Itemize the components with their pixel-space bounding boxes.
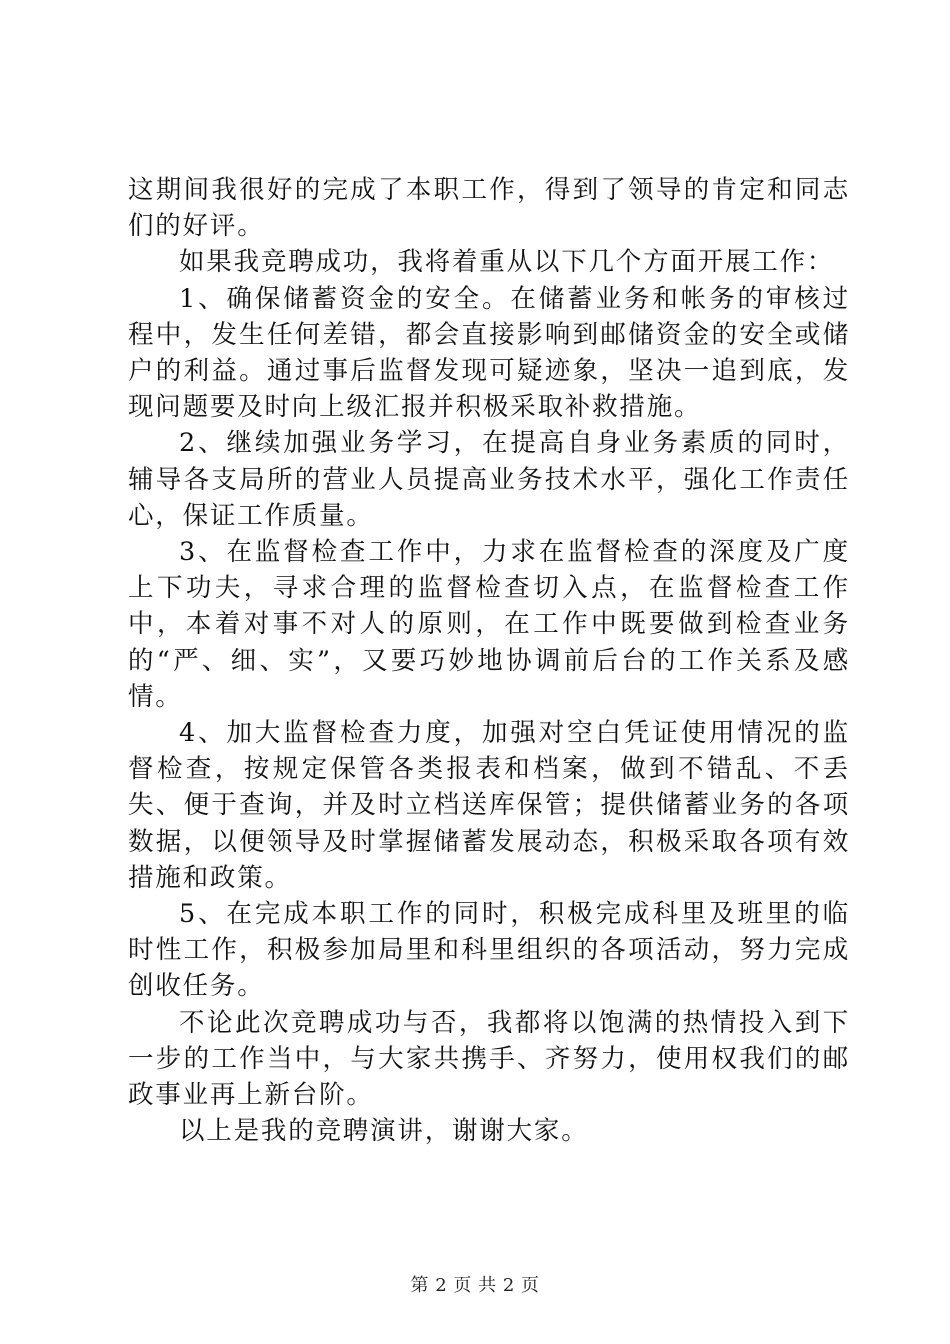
page-footer: 第 2 页 共 2 页	[410, 1275, 540, 1296]
paragraph-item-4: 4、加大监督检查力度，加强对空白凭证使用情况的监督检查，按规定保管各类报表和档案，做到不错乱、不丢失、便于查询，并及时立档送库保管；提供储蓄业务的各项数据，以便领导及时掌握储蓄发展动态，积极采取各项有效措施和政策。	[128, 718, 850, 893]
paragraph-item-5: 5、在完成本职工作的同时，积极完成科里及班里的临时性工作，积极参加局里和科里组织的各项活动，努力完成创收任务。	[128, 899, 850, 1002]
paragraph-continuation: 这期间我很好的完成了本职工作，得到了领导的肯定和同志们的好评。	[128, 175, 850, 242]
paragraph-closing: 以上是我的竞聘演讲，谢谢大家。	[179, 1116, 589, 1147]
paragraph-item-3: 3、在监督检查工作中，力求在监督检查的深度及广度上下功夫，寻求合理的监督检查切入点，在监督检查工作中，本着对事不对人的原则，在工作中既要做到检查业务的“严、细、实”，又要巧妙地协调前后台的工作关系及感情。	[128, 537, 850, 712]
document-body	[128, 172, 850, 1149]
paragraph-item-1: 1、确保储蓄资金的安全。在储蓄业务和帐务的审核过程中，发生任何差错，都会直接影响到邮储资金的安全或储户的利益。通过事后监督发现可疑迹象，坚决一追到底，发现问题要及时向上级汇报并积极采取补救措施。	[128, 283, 850, 423]
paragraph-intro: 如果我竞聘成功，我将着重从以下几个方面开展工作：	[179, 247, 835, 278]
paragraph-item-2: 2、继续加强业务学习，在提高自身业务素质的同时，辅导各支局所的营业人员提高业务技术水平，强化工作责任心，保证工作质量。	[128, 428, 850, 531]
paragraph-conclusion: 不论此次竞聘成功与否，我都将以饱满的热情投入到下一步的工作当中，与大家共携手、齐努力，使用权我们的邮政事业再上新台阶。	[128, 1007, 850, 1111]
